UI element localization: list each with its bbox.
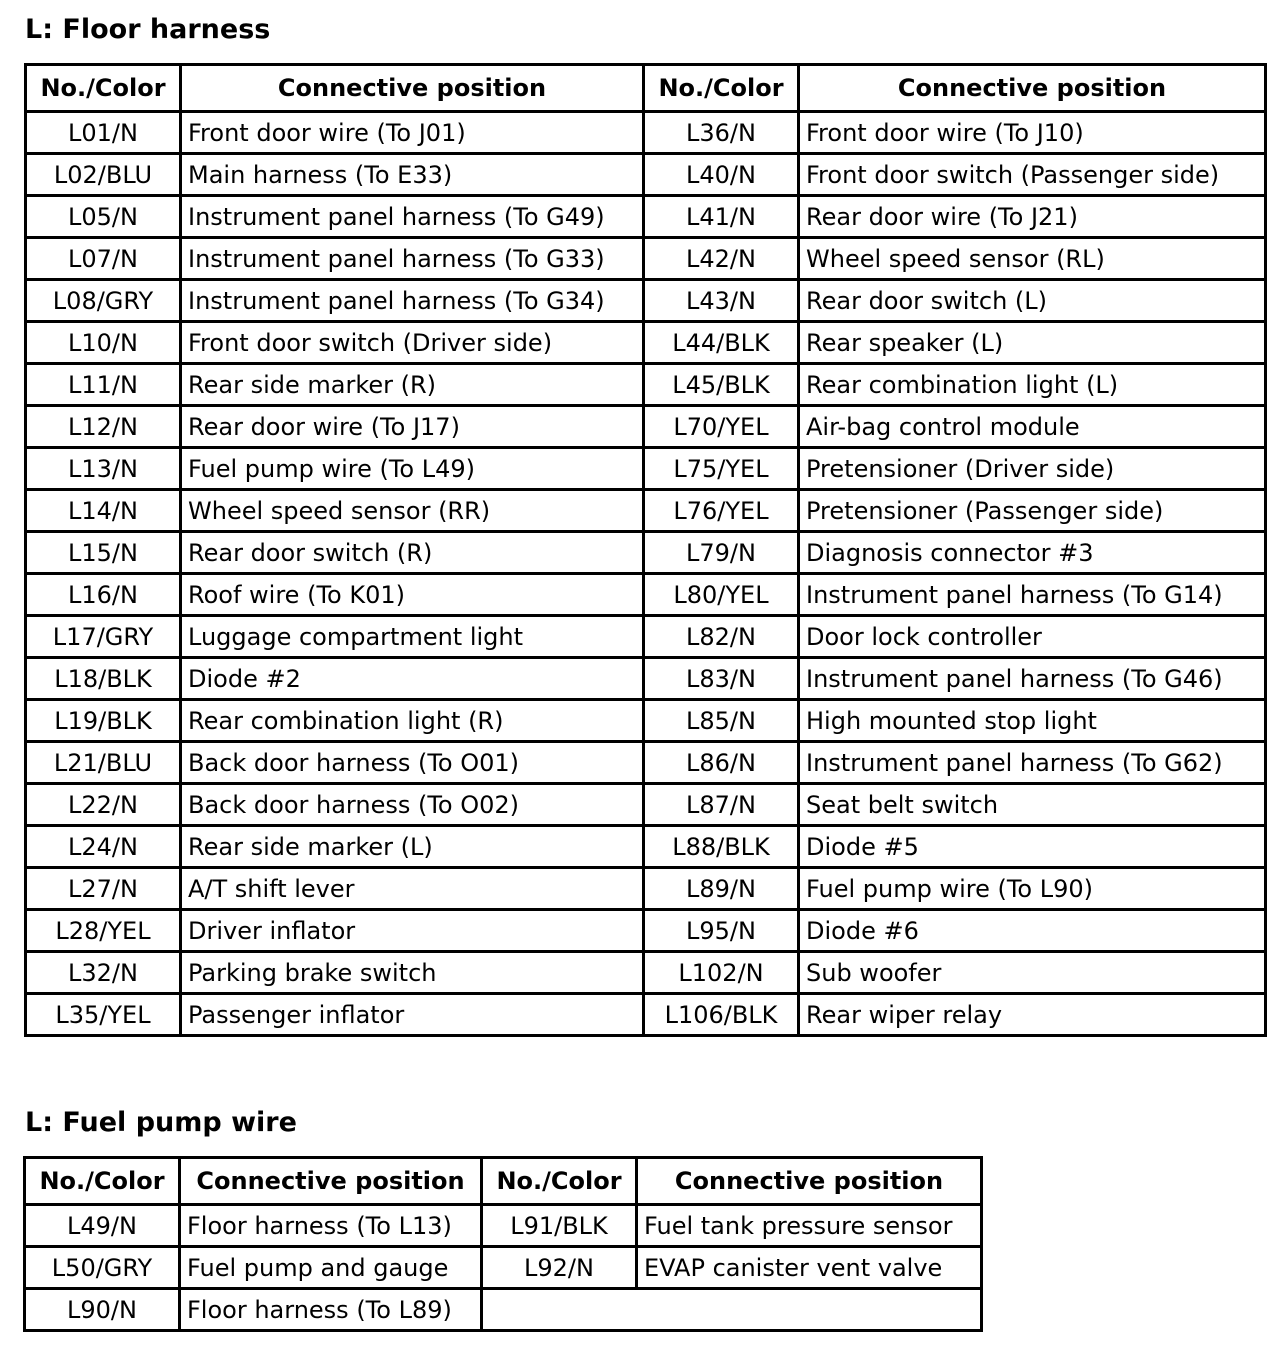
- connective-position: Front door wire (To J01): [181, 112, 644, 154]
- table-row: [26, 826, 1266, 868]
- connector-code: L24/N: [26, 826, 181, 868]
- connective-position: Rear door wire (To J21): [799, 196, 1266, 238]
- table-row: [26, 280, 1266, 322]
- floor-harness-table: [24, 63, 1267, 1037]
- connector-code: L19/BLK: [26, 700, 181, 742]
- connective-position: Instrument panel harness (To G14): [799, 574, 1266, 616]
- connective-position: Rear combination light (R): [181, 700, 644, 742]
- connector-code: L102/N: [644, 952, 799, 994]
- connective-position: High mounted stop light: [799, 700, 1266, 742]
- table-row: [26, 406, 1266, 448]
- connective-position: Front door switch (Passenger side): [799, 154, 1266, 196]
- table-row: [26, 700, 1266, 742]
- connector-code: L90/N: [25, 1289, 180, 1331]
- connector-code: L86/N: [644, 742, 799, 784]
- connector-code: L12/N: [26, 406, 181, 448]
- connective-position: A/T shift lever: [181, 868, 644, 910]
- connective-position: Pretensioner (Passenger side): [799, 490, 1266, 532]
- table-row: [26, 658, 1266, 700]
- connector-code: L21/BLU: [26, 742, 181, 784]
- connector-code: L88/BLK: [644, 826, 799, 868]
- connective-position: Diode #2: [181, 658, 644, 700]
- table-row: [25, 1289, 982, 1331]
- table-row: [25, 1205, 982, 1247]
- connector-code: L42/N: [644, 238, 799, 280]
- connective-position: Rear combination light (L): [799, 364, 1266, 406]
- connective-position: Front door switch (Driver side): [181, 322, 644, 364]
- connector-code: L35/YEL: [26, 994, 181, 1036]
- connective-position: Luggage compartment light: [181, 616, 644, 658]
- connector-code: L08/GRY: [26, 280, 181, 322]
- connective-position: Rear side marker (R): [181, 364, 644, 406]
- connector-code: L07/N: [26, 238, 181, 280]
- connective-position: Parking brake switch: [181, 952, 644, 994]
- connector-code: L02/BLU: [26, 154, 181, 196]
- connective-position: Instrument panel harness (To G34): [181, 280, 644, 322]
- connector-code: L79/N: [644, 532, 799, 574]
- connective-position: Sub woofer: [799, 952, 1266, 994]
- connective-position: Pretensioner (Driver side): [799, 448, 1266, 490]
- table-row: [26, 364, 1266, 406]
- connector-code: L83/N: [644, 658, 799, 700]
- connective-position: Wheel speed sensor (RL): [799, 238, 1266, 280]
- table-row: [26, 952, 1266, 994]
- table-row: [26, 112, 1266, 154]
- table-row: [26, 868, 1266, 910]
- connective-position: Rear door switch (L): [799, 280, 1266, 322]
- connective-position: Main harness (To E33): [181, 154, 644, 196]
- table-row: [26, 490, 1266, 532]
- table-row: [26, 196, 1266, 238]
- connector-code: L91/BLK: [482, 1205, 637, 1247]
- connector-code: L80/YEL: [644, 574, 799, 616]
- connective-position: Rear wiper relay: [799, 994, 1266, 1036]
- connector-code: L18/BLK: [26, 658, 181, 700]
- connective-position: Rear side marker (L): [181, 826, 644, 868]
- connective-position: Rear speaker (L): [799, 322, 1266, 364]
- table-row: [26, 910, 1266, 952]
- connective-position: Rear door switch (R): [181, 532, 644, 574]
- connector-code: L32/N: [26, 952, 181, 994]
- connector-code: L89/N: [644, 868, 799, 910]
- empty-cell: [482, 1289, 982, 1331]
- fuel-pump-wire-table: [23, 1156, 983, 1332]
- column-header-connective-position: Connective position: [799, 65, 1266, 112]
- connective-position: Floor harness (To L13): [180, 1205, 482, 1247]
- connector-code: L36/N: [644, 112, 799, 154]
- table-row: [26, 574, 1266, 616]
- connector-code: L43/N: [644, 280, 799, 322]
- connector-code: L95/N: [644, 910, 799, 952]
- connector-code: L41/N: [644, 196, 799, 238]
- connector-code: L85/N: [644, 700, 799, 742]
- connector-code: L11/N: [26, 364, 181, 406]
- connective-position: Seat belt switch: [799, 784, 1266, 826]
- connective-position: Instrument panel harness (To G33): [181, 238, 644, 280]
- table-row: [26, 532, 1266, 574]
- connector-code: L13/N: [26, 448, 181, 490]
- connector-code: L50/GRY: [25, 1247, 180, 1289]
- table-row: [26, 742, 1266, 784]
- connective-position: Diode #6: [799, 910, 1266, 952]
- connective-position: Fuel pump wire (To L49): [181, 448, 644, 490]
- connective-position: Passenger inflator: [181, 994, 644, 1036]
- table-row: [26, 238, 1266, 280]
- column-header-connective-position: Connective position: [181, 65, 644, 112]
- connector-code: L22/N: [26, 784, 181, 826]
- connective-position: Roof wire (To K01): [181, 574, 644, 616]
- connector-code: L16/N: [26, 574, 181, 616]
- connector-code: L70/YEL: [644, 406, 799, 448]
- connective-position: Instrument panel harness (To G46): [799, 658, 1266, 700]
- connector-code: L10/N: [26, 322, 181, 364]
- connector-code: L75/YEL: [644, 448, 799, 490]
- connector-code: L106/BLK: [644, 994, 799, 1036]
- column-header-connective-position: Connective position: [637, 1158, 982, 1205]
- table-row: [25, 1247, 982, 1289]
- connective-position: Diode #5: [799, 826, 1266, 868]
- connector-code: L44/BLK: [644, 322, 799, 364]
- connective-position: Door lock controller: [799, 616, 1266, 658]
- table-header-row: [26, 65, 1266, 112]
- connective-position: Fuel pump and gauge: [180, 1247, 482, 1289]
- connective-position: Instrument panel harness (To G62): [799, 742, 1266, 784]
- connector-code: L14/N: [26, 490, 181, 532]
- table-header-row: [25, 1158, 982, 1205]
- connector-code: L82/N: [644, 616, 799, 658]
- connective-position: Floor harness (To L89): [180, 1289, 482, 1331]
- connective-position: Wheel speed sensor (RR): [181, 490, 644, 532]
- connector-code: L05/N: [26, 196, 181, 238]
- connective-position: Fuel tank pressure sensor: [637, 1205, 982, 1247]
- floor-harness-title: L: Floor harness: [25, 14, 271, 45]
- connective-position: Driver inflator: [181, 910, 644, 952]
- connective-position: Air-bag control module: [799, 406, 1266, 448]
- table-row: [26, 994, 1266, 1036]
- connector-code: L27/N: [26, 868, 181, 910]
- connective-position: EVAP canister vent valve: [637, 1247, 982, 1289]
- connector-code: L92/N: [482, 1247, 637, 1289]
- connector-code: L28/YEL: [26, 910, 181, 952]
- connective-position: Front door wire (To J10): [799, 112, 1266, 154]
- connector-code: L40/N: [644, 154, 799, 196]
- connective-position: Diagnosis connector #3: [799, 532, 1266, 574]
- column-header-no-color: No./Color: [644, 65, 799, 112]
- connective-position: Back door harness (To O02): [181, 784, 644, 826]
- table-row: [26, 322, 1266, 364]
- connector-code: L15/N: [26, 532, 181, 574]
- connective-position: Back door harness (To O01): [181, 742, 644, 784]
- column-header-no-color: No./Color: [482, 1158, 637, 1205]
- fuel-pump-wire-title: L: Fuel pump wire: [25, 1107, 297, 1138]
- connector-code: L01/N: [26, 112, 181, 154]
- table-row: [26, 616, 1266, 658]
- connector-code: L76/YEL: [644, 490, 799, 532]
- connector-code: L17/GRY: [26, 616, 181, 658]
- connector-code: L87/N: [644, 784, 799, 826]
- connective-position: Fuel pump wire (To L90): [799, 868, 1266, 910]
- column-header-no-color: No./Color: [26, 65, 181, 112]
- table-row: [26, 154, 1266, 196]
- table-row: [26, 784, 1266, 826]
- connective-position: Rear door wire (To J17): [181, 406, 644, 448]
- connective-position: Instrument panel harness (To G49): [181, 196, 644, 238]
- connector-code: L45/BLK: [644, 364, 799, 406]
- column-header-no-color: No./Color: [25, 1158, 180, 1205]
- column-header-connective-position: Connective position: [180, 1158, 482, 1205]
- table-row: [26, 448, 1266, 490]
- connector-code: L49/N: [25, 1205, 180, 1247]
